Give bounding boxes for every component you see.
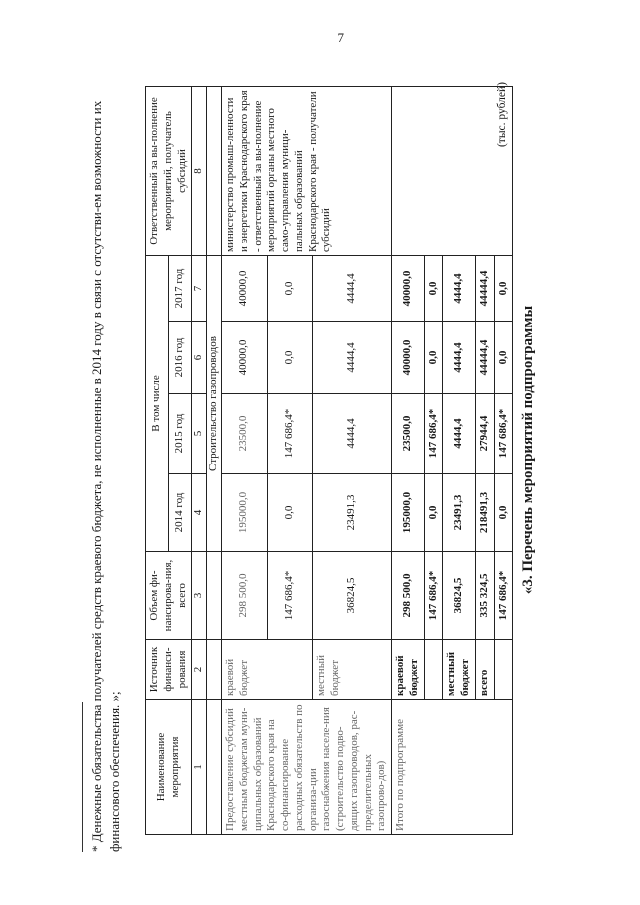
source-cell bbox=[494, 640, 513, 700]
value-cell: 0,0 bbox=[267, 322, 313, 394]
total-cell: 36824,5 bbox=[443, 552, 476, 640]
page-number: 7 bbox=[337, 30, 344, 45]
value-cell: 147 686,4* bbox=[494, 394, 513, 474]
source-cell: местный бюджет bbox=[443, 640, 476, 700]
value-cell: 23491,3 bbox=[443, 474, 476, 552]
col-number: 4 bbox=[192, 474, 207, 552]
total-cell: 298 500,0 bbox=[392, 552, 425, 640]
value-cell: 44444,4 bbox=[475, 256, 494, 322]
header-2015: 2015 год bbox=[169, 394, 192, 474]
value-cell: 195000,0 bbox=[222, 474, 268, 552]
total-cell: 335 324,5 bbox=[475, 552, 494, 640]
value-cell: 195000,0 bbox=[392, 474, 425, 552]
col-number: 2 bbox=[192, 640, 207, 700]
header-including: В том числе bbox=[146, 256, 169, 552]
header-source: Источник финанси-рования bbox=[146, 640, 192, 700]
value-cell: 23500,0 bbox=[392, 394, 425, 474]
col-number: 3 bbox=[192, 552, 207, 640]
total-cell: 147 686,4* bbox=[424, 552, 443, 640]
total-cell: 298 500,0 bbox=[222, 552, 268, 640]
activity-name: Предоставление субсидий местным бюджетам муни-ципальных образований Краснодарского края на со-финансирование расходных обязательств по организа-ции газоснабжения населе-ния (строительство подво-дящих газопроводов, рас-пределительных газопрово-дов) bbox=[222, 700, 392, 835]
value-cell: 40000,0 bbox=[222, 256, 268, 322]
total-cell: 147 686,4* bbox=[267, 552, 313, 640]
value-cell: 0,0 bbox=[494, 256, 513, 322]
value-cell: 27944,4 bbox=[475, 394, 494, 474]
col-number: 6 bbox=[192, 322, 207, 394]
footnote-rule bbox=[82, 702, 83, 852]
column-number-row bbox=[192, 87, 207, 835]
value-cell: 23500,0 bbox=[222, 394, 268, 474]
value-cell: 4444,4 bbox=[443, 256, 476, 322]
units-label: (тыс. рублей) bbox=[496, 82, 508, 148]
value-cell: 0,0 bbox=[424, 322, 443, 394]
header-row-1 bbox=[146, 87, 169, 835]
value-cell: 0,0 bbox=[267, 474, 313, 552]
source-cell: местный бюджет bbox=[313, 640, 392, 700]
value-cell: 4444,4 bbox=[313, 256, 392, 322]
col-number: 8 bbox=[192, 87, 207, 256]
footnote: * Денежные обязательства получателей средств краевого бюджета, не исполненные в 2014 году в связи с отсутстви-ем возможности их финансового обеспечения. »; bbox=[89, 100, 122, 852]
totals-label: Итого по подпрограмме bbox=[392, 700, 513, 835]
responsible-cell: министерство промыш-ленности и энергетики Краснодарского края - ответственный за вы-полнение мероприятий органы местного само-управления муници-пальных образований Краснодарского края - получатели субсидий bbox=[222, 87, 392, 256]
value-cell: 4444,4 bbox=[313, 322, 392, 394]
col-number: 5 bbox=[192, 394, 207, 474]
value-cell: 218491,3 bbox=[475, 474, 494, 552]
activity-row-1 bbox=[222, 87, 268, 835]
value-cell: 4444,4 bbox=[443, 394, 476, 474]
value-cell: 0,0 bbox=[424, 474, 443, 552]
totals-row-1 bbox=[392, 87, 425, 835]
header-2016: 2016 год bbox=[169, 322, 192, 394]
source-cell: краевой бюджет bbox=[222, 640, 313, 700]
value-cell: 0,0 bbox=[424, 256, 443, 322]
header-2014: 2014 год bbox=[169, 474, 192, 552]
document-title: «3. Перечень мероприятий подпрограммы bbox=[520, 305, 536, 595]
rotated-page bbox=[0, 20, 640, 880]
header-2017: 2017 год bbox=[169, 256, 192, 322]
value-cell: 147 686,4* bbox=[267, 394, 313, 474]
total-cell: 147 686,4* bbox=[494, 552, 513, 640]
value-cell: 44444,4 bbox=[475, 322, 494, 394]
col-number: 1 bbox=[192, 700, 207, 835]
value-cell: 23491,3 bbox=[313, 474, 392, 552]
header-responsible: Ответственный за вы-полнение мероприятий, получатель субсидий bbox=[146, 87, 192, 256]
header-name: Наименование мероприятия bbox=[146, 700, 192, 835]
value-cell: 40000,0 bbox=[392, 322, 425, 394]
totals-responsible-empty bbox=[392, 87, 513, 256]
header-volume: Объем фи-нансирова-ния, всего bbox=[146, 552, 192, 640]
source-cell: всего bbox=[475, 640, 494, 700]
value-cell: 40000,0 bbox=[222, 322, 268, 394]
value-cell: 40000,0 bbox=[392, 256, 425, 322]
source-cell: краевой бюджет bbox=[392, 640, 425, 700]
value-cell: 4444,4 bbox=[443, 322, 476, 394]
value-cell: 0,0 bbox=[267, 256, 313, 322]
total-cell: 36824,5 bbox=[313, 552, 392, 640]
section-title: Строительство газопроводов bbox=[207, 256, 222, 552]
value-cell: 0,0 bbox=[494, 322, 513, 394]
value-cell: 147 686,4* bbox=[424, 394, 443, 474]
source-cell bbox=[424, 640, 443, 700]
col-number: 7 bbox=[192, 256, 207, 322]
value-cell: 0,0 bbox=[494, 474, 513, 552]
section-row bbox=[207, 87, 222, 835]
value-cell: 4444,4 bbox=[313, 394, 392, 474]
